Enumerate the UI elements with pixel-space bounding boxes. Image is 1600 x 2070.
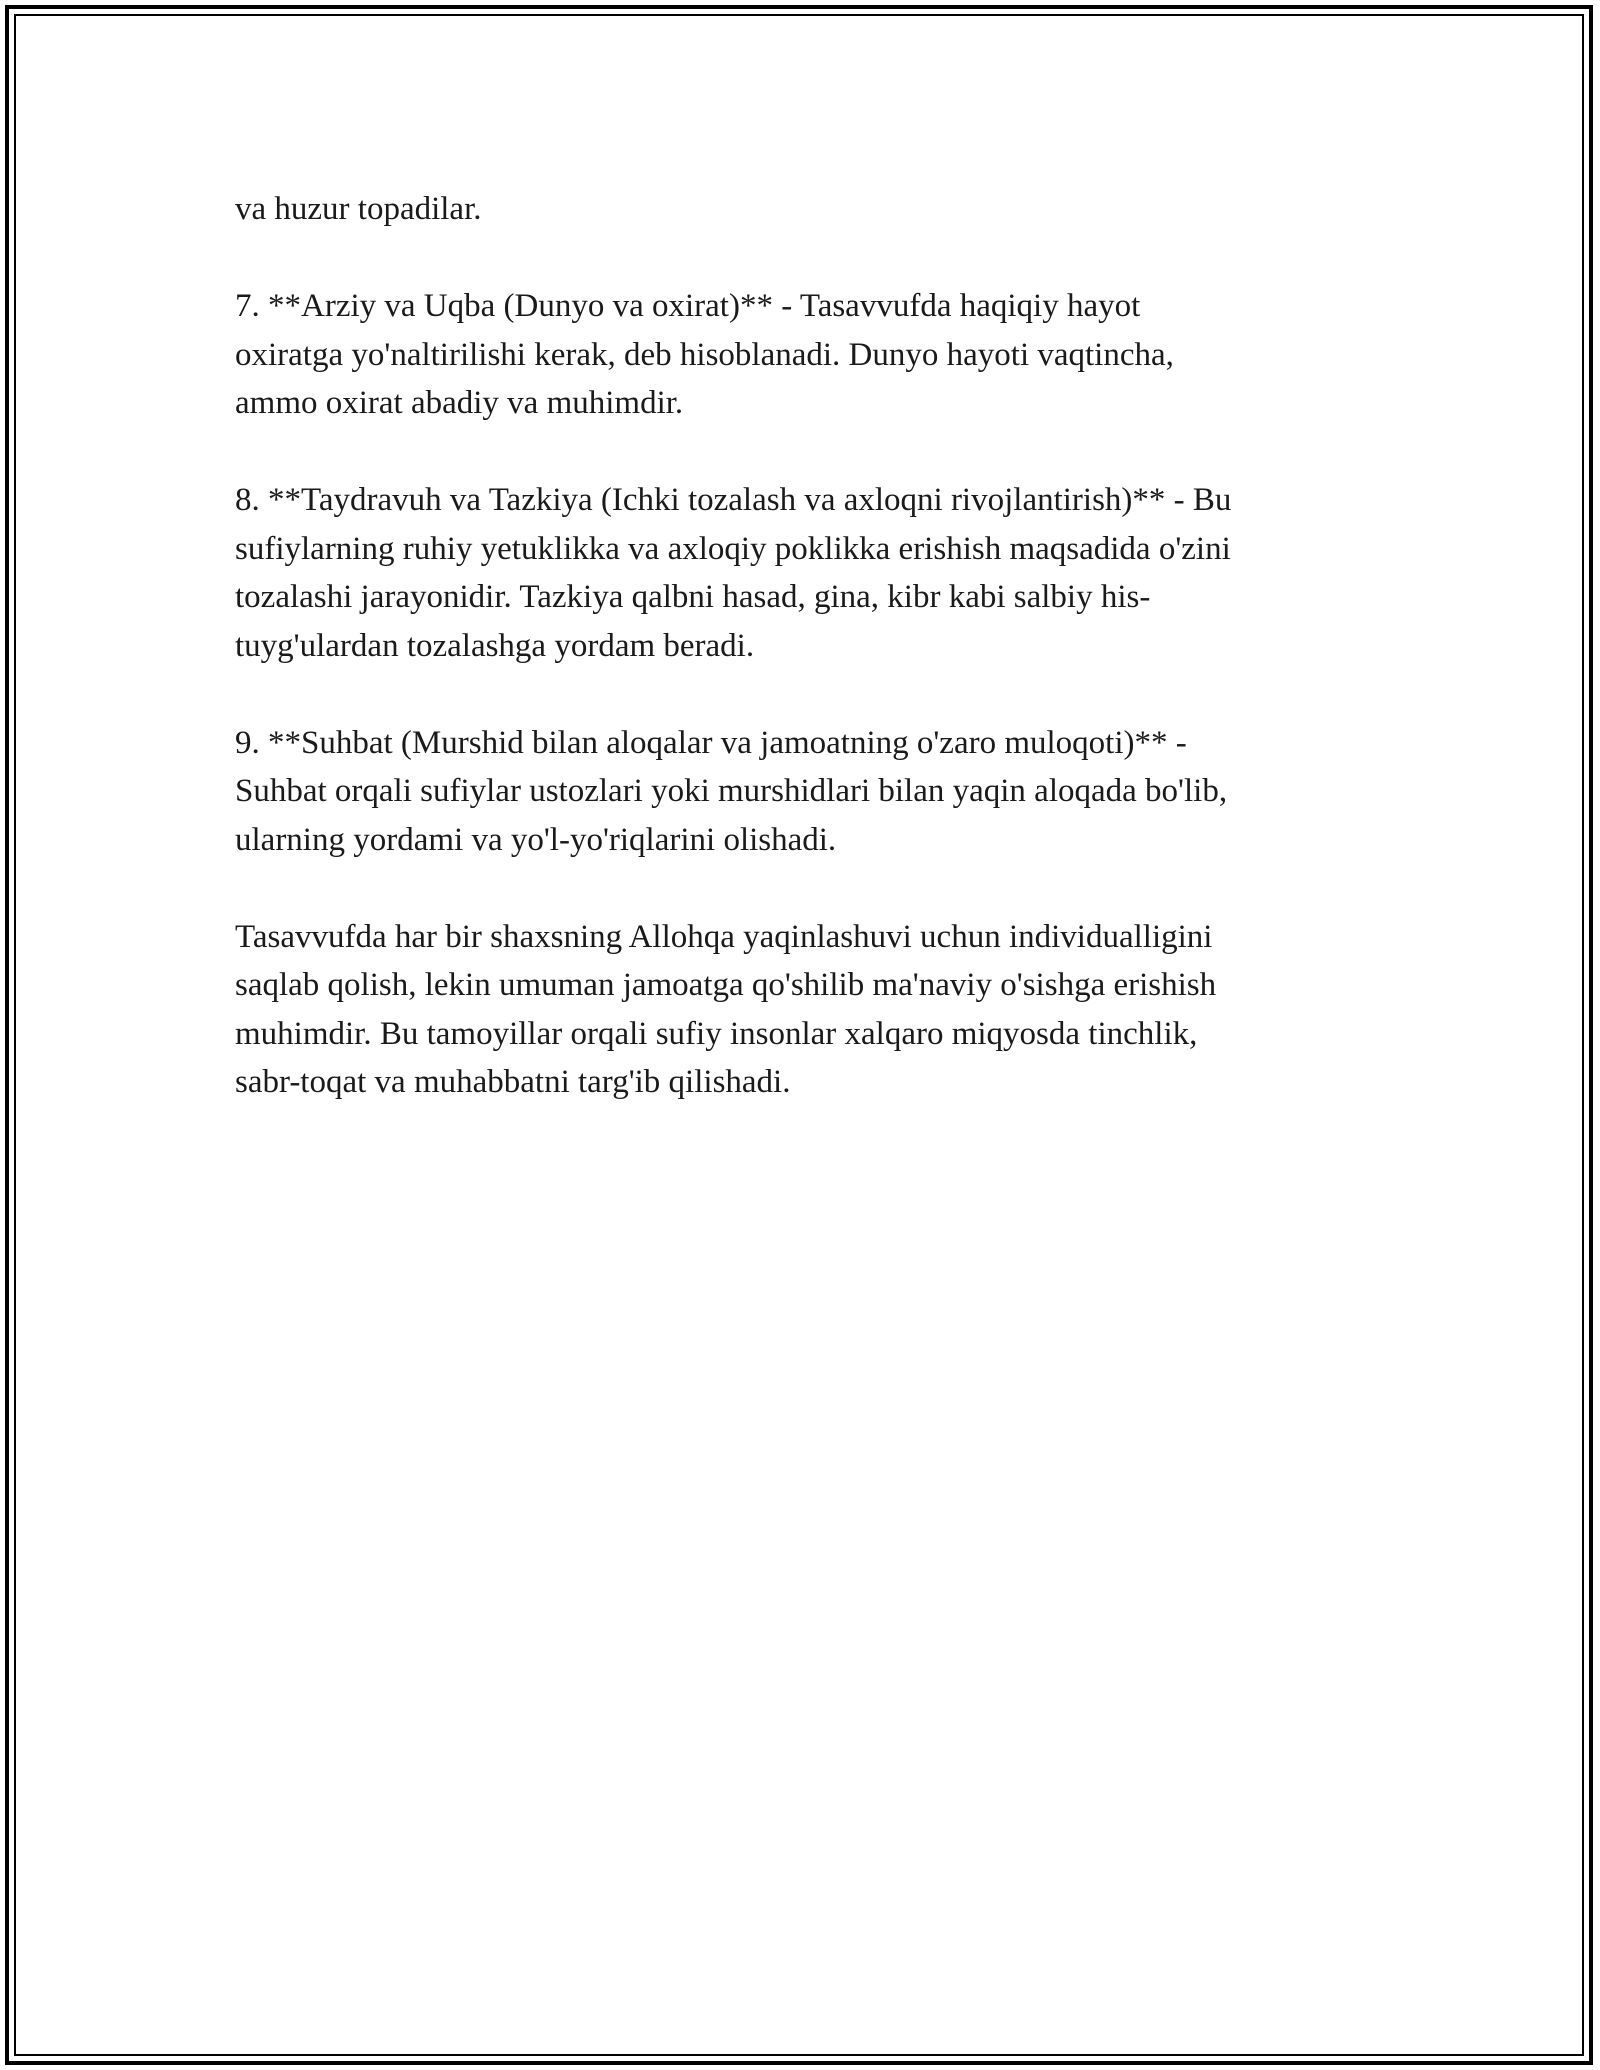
paragraph-item-7: 7. **Arziy va Uqba (Dunyo va oxirat)** - Tasavvufda haqiqiy hayot oxiratga yo'naltirilishi kerak, deb hisoblanadi. Dunyo hayoti vaqtincha, ammo oxirat abadiy va muhimdir.: [235, 288, 1174, 421]
paragraph-item-8: 8. **Taydravuh va Tazkiya (Ichki tozalash va axloqni rivojlantirish)** - Bu sufiylarning ruhiy yetuklikka va axloqiy poklikka erishish maqsadida o'zini tozalashi jarayonidir. Tazkiya qalbni hasad, gina, kibr kabi salbiy his- tuyg'ulardan tozalashga yordam beradi.: [235, 482, 1232, 664]
paragraph-item-9: 9. **Suhbat (Murshid bilan aloqalar va jamoatning o'zaro muloqoti)** - Suhbat orqali sufiylar ustozlari yoki murshidlari bilan yaqin aloqada bo'lib, ularning yordami va yo'l-yo'riqlarini olishadi.: [235, 724, 1228, 858]
document-body: [235, 185, 1360, 1155]
paragraph-continuation: va huzur topadilar.: [235, 191, 482, 227]
paragraph-conclusion: Tasavvufda har bir shaxsning Allohqa yaqinlashuvi uchun individualligini saqlab qolish, lekin umuman jamoatga qo'shilib ma'naviy o'sishga erishish muhimdir. Bu tamoyillar orqali sufiy insonlar xalqaro miqyosda tinchlik, sabr-toqat va muhabbatni targ'ib qilishadi.: [235, 918, 1217, 1100]
